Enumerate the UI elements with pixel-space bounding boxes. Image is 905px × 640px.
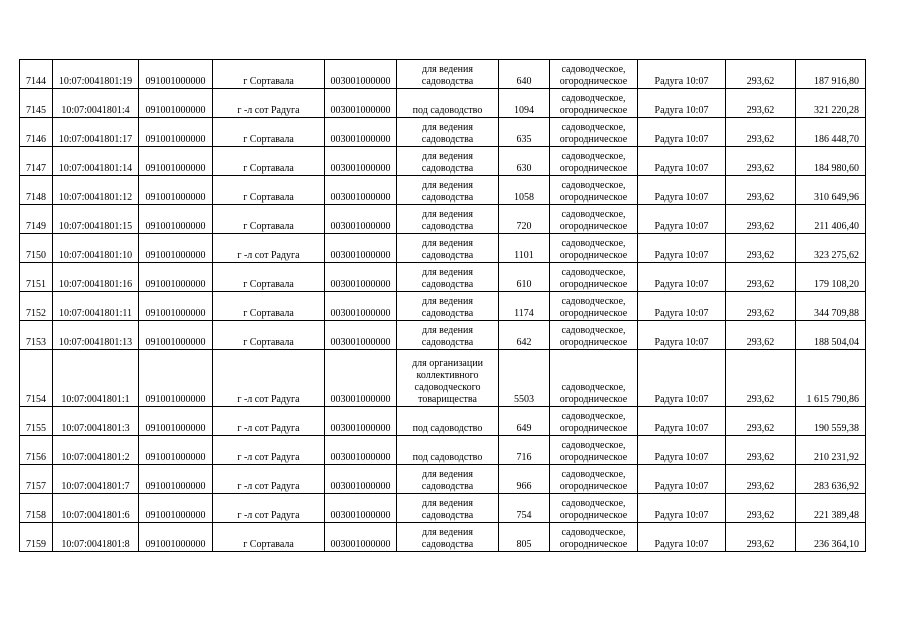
specific-value-cell: 293,62 <box>726 118 796 147</box>
cadastral-number-cell: 10:07:0041801:17 <box>53 118 139 147</box>
specific-value-cell: 293,62 <box>726 147 796 176</box>
locality-cell: г Сортавала <box>213 292 325 321</box>
land-use-category-cell <box>550 176 638 205</box>
land-use-category-line: огородническое <box>559 452 628 463</box>
permitted-use-line: садоводства <box>421 76 474 87</box>
valuation-zone-cell: Радуга 10:07 <box>638 407 726 436</box>
land-use-category-cell <box>550 263 638 292</box>
land-use-category-line: огородническое <box>559 481 628 492</box>
permitted-use-cell <box>397 176 499 205</box>
table-row <box>20 176 866 205</box>
land-use-category-line: садоводческое, <box>561 469 626 480</box>
table-row <box>20 263 866 292</box>
permitted-use-line: садоводческого <box>414 382 481 393</box>
valuation-zone-cell: Радуга 10:07 <box>638 118 726 147</box>
row-number-cell: 7150 <box>20 234 53 263</box>
valuation-zone-cell: Радуга 10:07 <box>638 176 726 205</box>
classifier-code-cell: 003001000000 <box>325 321 397 350</box>
cadastral-value-cell: 210 231,92 <box>796 436 866 465</box>
permitted-use-line: для ведения <box>422 64 473 75</box>
table-row <box>20 60 866 89</box>
land-use-category-cell <box>550 292 638 321</box>
row-number-cell: 7154 <box>20 350 53 407</box>
classifier-code-cell: 003001000000 <box>325 118 397 147</box>
permitted-use-cell <box>397 205 499 234</box>
permitted-use-line: под садоводство <box>412 423 483 434</box>
locality-cell: г Сортавала <box>213 321 325 350</box>
classifier-code-cell: 003001000000 <box>325 176 397 205</box>
oktmo-code-cell: 091001000000 <box>139 321 213 350</box>
oktmo-code-cell: 091001000000 <box>139 407 213 436</box>
area-cell: 640 <box>499 60 550 89</box>
oktmo-code-cell: 091001000000 <box>139 205 213 234</box>
valuation-zone-cell: Радуга 10:07 <box>638 60 726 89</box>
cadastral-value-cell: 211 406,40 <box>796 205 866 234</box>
cadastral-number-cell: 10:07:0041801:3 <box>53 407 139 436</box>
specific-value-cell: 293,62 <box>726 60 796 89</box>
permitted-use-line: для ведения <box>422 325 473 336</box>
permitted-use-line: для ведения <box>422 180 473 191</box>
permitted-use-cell <box>397 292 499 321</box>
cadastral-value-cell: 187 916,80 <box>796 60 866 89</box>
permitted-use-line: под садоводство <box>412 105 483 116</box>
cadastral-number-cell: 10:07:0041801:19 <box>53 60 139 89</box>
classifier-code-cell: 003001000000 <box>325 465 397 494</box>
land-use-category-line: огородническое <box>559 76 628 87</box>
locality-cell: г -л сот Радуга <box>213 234 325 263</box>
area-cell: 716 <box>499 436 550 465</box>
specific-value-cell: 293,62 <box>726 465 796 494</box>
table-row <box>20 147 866 176</box>
cadastral-value-cell: 179 108,20 <box>796 263 866 292</box>
locality-cell: г -л сот Радуга <box>213 89 325 118</box>
classifier-code-cell: 003001000000 <box>325 234 397 263</box>
permitted-use-line: для ведения <box>422 122 473 133</box>
permitted-use-line: садоводства <box>421 279 474 290</box>
land-use-category-line: садоводческое, <box>561 440 626 451</box>
valuation-zone-cell: Радуга 10:07 <box>638 292 726 321</box>
permitted-use-cell <box>397 263 499 292</box>
land-use-category-line: садоводческое, <box>561 64 626 75</box>
area-cell: 5503 <box>499 350 550 407</box>
land-use-category-cell <box>550 321 638 350</box>
land-use-category-line: садоводческое, <box>561 411 626 422</box>
permitted-use-cell <box>397 465 499 494</box>
permitted-use-line: садоводства <box>421 134 474 145</box>
classifier-code-cell: 003001000000 <box>325 60 397 89</box>
land-use-category-line: огородническое <box>559 308 628 319</box>
table-row <box>20 407 866 436</box>
valuation-zone-cell: Радуга 10:07 <box>638 321 726 350</box>
land-use-category-line: огородническое <box>559 337 628 348</box>
land-use-category-line: садоводческое, <box>561 382 626 393</box>
permitted-use-line: садоводства <box>421 539 474 550</box>
oktmo-code-cell: 091001000000 <box>139 60 213 89</box>
oktmo-code-cell: 091001000000 <box>139 523 213 552</box>
classifier-code-cell: 003001000000 <box>325 263 397 292</box>
area-cell: 720 <box>499 205 550 234</box>
oktmo-code-cell: 091001000000 <box>139 176 213 205</box>
locality-cell: г Сортавала <box>213 60 325 89</box>
cadastral-value-cell: 236 364,10 <box>796 523 866 552</box>
row-number-cell: 7144 <box>20 60 53 89</box>
specific-value-cell: 293,62 <box>726 234 796 263</box>
land-use-category-line: огородническое <box>559 105 628 116</box>
permitted-use-line: товарищества <box>418 394 477 405</box>
land-use-category-line: огородническое <box>559 163 628 174</box>
land-use-category-line: садоводческое, <box>561 122 626 133</box>
table-row <box>20 292 866 321</box>
land-use-category-line: садоводческое, <box>561 267 626 278</box>
land-use-category-cell <box>550 436 638 465</box>
oktmo-code-cell: 091001000000 <box>139 292 213 321</box>
permitted-use-cell <box>397 407 499 436</box>
permitted-use-line: для ведения <box>422 238 473 249</box>
valuation-zone-cell: Радуга 10:07 <box>638 465 726 494</box>
valuation-zone-cell: Радуга 10:07 <box>638 494 726 523</box>
land-use-category-line: садоводческое, <box>561 180 626 191</box>
table-row <box>20 436 866 465</box>
land-use-category-cell <box>550 494 638 523</box>
area-cell: 1174 <box>499 292 550 321</box>
locality-cell: г Сортавала <box>213 263 325 292</box>
permitted-use-line: садоводства <box>421 308 474 319</box>
permitted-use-line: для организации <box>412 358 483 369</box>
permitted-use-cell <box>397 234 499 263</box>
table-row <box>20 205 866 234</box>
oktmo-code-cell: 091001000000 <box>139 147 213 176</box>
table-row <box>20 523 866 552</box>
table-row <box>20 465 866 494</box>
permitted-use-line: для ведения <box>422 296 473 307</box>
land-use-category-line: огородническое <box>559 221 628 232</box>
cadastral-value-cell: 321 220,28 <box>796 89 866 118</box>
permitted-use-cell <box>397 147 499 176</box>
table-row <box>20 89 866 118</box>
cadastral-value-cell: 221 389,48 <box>796 494 866 523</box>
permitted-use-line: для ведения <box>422 498 473 509</box>
classifier-code-cell: 003001000000 <box>325 147 397 176</box>
land-use-category-cell <box>550 118 638 147</box>
table-body <box>20 60 866 552</box>
land-use-category-cell <box>550 147 638 176</box>
land-use-category-line: огородническое <box>559 279 628 290</box>
cadastral-number-cell: 10:07:0041801:7 <box>53 465 139 494</box>
classifier-code-cell: 003001000000 <box>325 523 397 552</box>
cadastral-number-cell: 10:07:0041801:10 <box>53 234 139 263</box>
oktmo-code-cell: 091001000000 <box>139 234 213 263</box>
cadastral-value-cell: 186 448,70 <box>796 118 866 147</box>
area-cell: 1058 <box>499 176 550 205</box>
valuation-zone-cell: Радуга 10:07 <box>638 350 726 407</box>
area-cell: 966 <box>499 465 550 494</box>
area-cell: 635 <box>499 118 550 147</box>
permitted-use-line: садоводства <box>421 337 474 348</box>
row-number-cell: 7155 <box>20 407 53 436</box>
permitted-use-line: садоводства <box>421 481 474 492</box>
permitted-use-line: садоводства <box>421 192 474 203</box>
cadastral-number-cell: 10:07:0041801:4 <box>53 89 139 118</box>
table-row <box>20 494 866 523</box>
locality-cell: г -л сот Радуга <box>213 465 325 494</box>
land-use-category-line: садоводческое, <box>561 209 626 220</box>
row-number-cell: 7147 <box>20 147 53 176</box>
oktmo-code-cell: 091001000000 <box>139 263 213 292</box>
classifier-code-cell: 003001000000 <box>325 407 397 436</box>
land-use-category-line: огородническое <box>559 394 628 405</box>
valuation-zone-cell: Радуга 10:07 <box>638 147 726 176</box>
classifier-code-cell: 003001000000 <box>325 292 397 321</box>
locality-cell: г Сортавала <box>213 523 325 552</box>
permitted-use-line: коллективного <box>416 370 479 381</box>
cadastral-number-cell: 10:07:0041801:15 <box>53 205 139 234</box>
locality-cell: г Сортавала <box>213 176 325 205</box>
cadastral-number-cell: 10:07:0041801:8 <box>53 523 139 552</box>
area-cell: 754 <box>499 494 550 523</box>
land-use-category-cell <box>550 234 638 263</box>
area-cell: 630 <box>499 147 550 176</box>
cadastral-value-cell: 323 275,62 <box>796 234 866 263</box>
permitted-use-line: для ведения <box>422 151 473 162</box>
permitted-use-line: садоводства <box>421 221 474 232</box>
land-use-category-line: огородническое <box>559 423 628 434</box>
row-number-cell: 7149 <box>20 205 53 234</box>
row-number-cell: 7148 <box>20 176 53 205</box>
land-use-category-cell <box>550 89 638 118</box>
row-number-cell: 7153 <box>20 321 53 350</box>
row-number-cell: 7158 <box>20 494 53 523</box>
row-number-cell: 7156 <box>20 436 53 465</box>
permitted-use-cell <box>397 118 499 147</box>
valuation-zone-cell: Радуга 10:07 <box>638 263 726 292</box>
land-use-category-line: садоводческое, <box>561 238 626 249</box>
land-use-category-line: огородническое <box>559 134 628 145</box>
permitted-use-cell <box>397 523 499 552</box>
locality-cell: г -л сот Радуга <box>213 494 325 523</box>
area-cell: 642 <box>499 321 550 350</box>
oktmo-code-cell: 091001000000 <box>139 118 213 147</box>
permitted-use-line: садоводства <box>421 250 474 261</box>
land-use-category-line: огородническое <box>559 510 628 521</box>
permitted-use-cell <box>397 436 499 465</box>
specific-value-cell: 293,62 <box>726 407 796 436</box>
cadastral-value-cell: 283 636,92 <box>796 465 866 494</box>
land-use-category-line: садоводческое, <box>561 527 626 538</box>
cadastral-number-cell: 10:07:0041801:6 <box>53 494 139 523</box>
locality-cell: г -л сот Радуга <box>213 407 325 436</box>
locality-cell: г Сортавала <box>213 118 325 147</box>
valuation-zone-cell: Радуга 10:07 <box>638 436 726 465</box>
cadastral-value-cell: 188 504,04 <box>796 321 866 350</box>
oktmo-code-cell: 091001000000 <box>139 350 213 407</box>
permitted-use-line: садоводства <box>421 510 474 521</box>
area-cell: 1094 <box>499 89 550 118</box>
land-use-category-cell <box>550 60 638 89</box>
area-cell: 805 <box>499 523 550 552</box>
land-use-category-line: огородническое <box>559 192 628 203</box>
row-number-cell: 7152 <box>20 292 53 321</box>
permitted-use-line: садоводства <box>421 163 474 174</box>
land-use-category-cell <box>550 205 638 234</box>
specific-value-cell: 293,62 <box>726 292 796 321</box>
oktmo-code-cell: 091001000000 <box>139 436 213 465</box>
land-use-category-line: садоводческое, <box>561 498 626 509</box>
land-use-category-line: огородническое <box>559 539 628 550</box>
specific-value-cell: 293,62 <box>726 523 796 552</box>
table-row <box>20 321 866 350</box>
row-number-cell: 7157 <box>20 465 53 494</box>
land-use-category-line: садоводческое, <box>561 296 626 307</box>
cadastral-value-cell: 344 709,88 <box>796 292 866 321</box>
valuation-zone-cell: Радуга 10:07 <box>638 205 726 234</box>
permitted-use-cell <box>397 60 499 89</box>
cadastral-value-cell: 184 980,60 <box>796 147 866 176</box>
locality-cell: г Сортавала <box>213 205 325 234</box>
land-use-category-cell <box>550 350 638 407</box>
land-use-category-line: садоводческое, <box>561 93 626 104</box>
row-number-cell: 7151 <box>20 263 53 292</box>
permitted-use-cell <box>397 494 499 523</box>
area-cell: 610 <box>499 263 550 292</box>
locality-cell: г Сортавала <box>213 147 325 176</box>
permitted-use-cell <box>397 350 499 407</box>
cadastral-number-cell: 10:07:0041801:11 <box>53 292 139 321</box>
row-number-cell: 7159 <box>20 523 53 552</box>
row-number-cell: 7145 <box>20 89 53 118</box>
land-use-category-line: огородническое <box>559 250 628 261</box>
oktmo-code-cell: 091001000000 <box>139 89 213 118</box>
permitted-use-line: для ведения <box>422 209 473 220</box>
permitted-use-line: для ведения <box>422 267 473 278</box>
cadastral-number-cell: 10:07:0041801:16 <box>53 263 139 292</box>
specific-value-cell: 293,62 <box>726 321 796 350</box>
cadastral-value-cell: 310 649,96 <box>796 176 866 205</box>
cadastral-number-cell: 10:07:0041801:1 <box>53 350 139 407</box>
table-row <box>20 234 866 263</box>
area-cell: 1101 <box>499 234 550 263</box>
specific-value-cell: 293,62 <box>726 205 796 234</box>
valuation-zone-cell: Радуга 10:07 <box>638 234 726 263</box>
cadastral-value-cell: 1 615 790,86 <box>796 350 866 407</box>
permitted-use-cell <box>397 321 499 350</box>
oktmo-code-cell: 091001000000 <box>139 494 213 523</box>
table-row <box>20 118 866 147</box>
cadastral-value-table <box>19 59 866 552</box>
permitted-use-cell <box>397 89 499 118</box>
classifier-code-cell: 003001000000 <box>325 89 397 118</box>
land-use-category-cell <box>550 465 638 494</box>
specific-value-cell: 293,62 <box>726 89 796 118</box>
valuation-zone-cell: Радуга 10:07 <box>638 523 726 552</box>
table-row <box>20 350 866 407</box>
land-use-category-cell <box>550 523 638 552</box>
specific-value-cell: 293,62 <box>726 436 796 465</box>
specific-value-cell: 293,62 <box>726 263 796 292</box>
classifier-code-cell: 003001000000 <box>325 494 397 523</box>
cadastral-number-cell: 10:07:0041801:13 <box>53 321 139 350</box>
locality-cell: г -л сот Радуга <box>213 350 325 407</box>
cadastral-value-cell: 190 559,38 <box>796 407 866 436</box>
classifier-code-cell: 003001000000 <box>325 350 397 407</box>
classifier-code-cell: 003001000000 <box>325 205 397 234</box>
cadastral-number-cell: 10:07:0041801:12 <box>53 176 139 205</box>
cadastral-number-cell: 10:07:0041801:14 <box>53 147 139 176</box>
specific-value-cell: 293,62 <box>726 494 796 523</box>
locality-cell: г -л сот Радуга <box>213 436 325 465</box>
land-use-category-line: садоводческое, <box>561 151 626 162</box>
row-number-cell: 7146 <box>20 118 53 147</box>
cadastral-number-cell: 10:07:0041801:2 <box>53 436 139 465</box>
specific-value-cell: 293,62 <box>726 176 796 205</box>
specific-value-cell: 293,62 <box>726 350 796 407</box>
valuation-zone-cell: Радуга 10:07 <box>638 89 726 118</box>
permitted-use-line: под садоводство <box>412 452 483 463</box>
oktmo-code-cell: 091001000000 <box>139 465 213 494</box>
permitted-use-line: для ведения <box>422 527 473 538</box>
land-use-category-cell <box>550 407 638 436</box>
area-cell: 649 <box>499 407 550 436</box>
permitted-use-line: для ведения <box>422 469 473 480</box>
land-use-category-line: садоводческое, <box>561 325 626 336</box>
classifier-code-cell: 003001000000 <box>325 436 397 465</box>
